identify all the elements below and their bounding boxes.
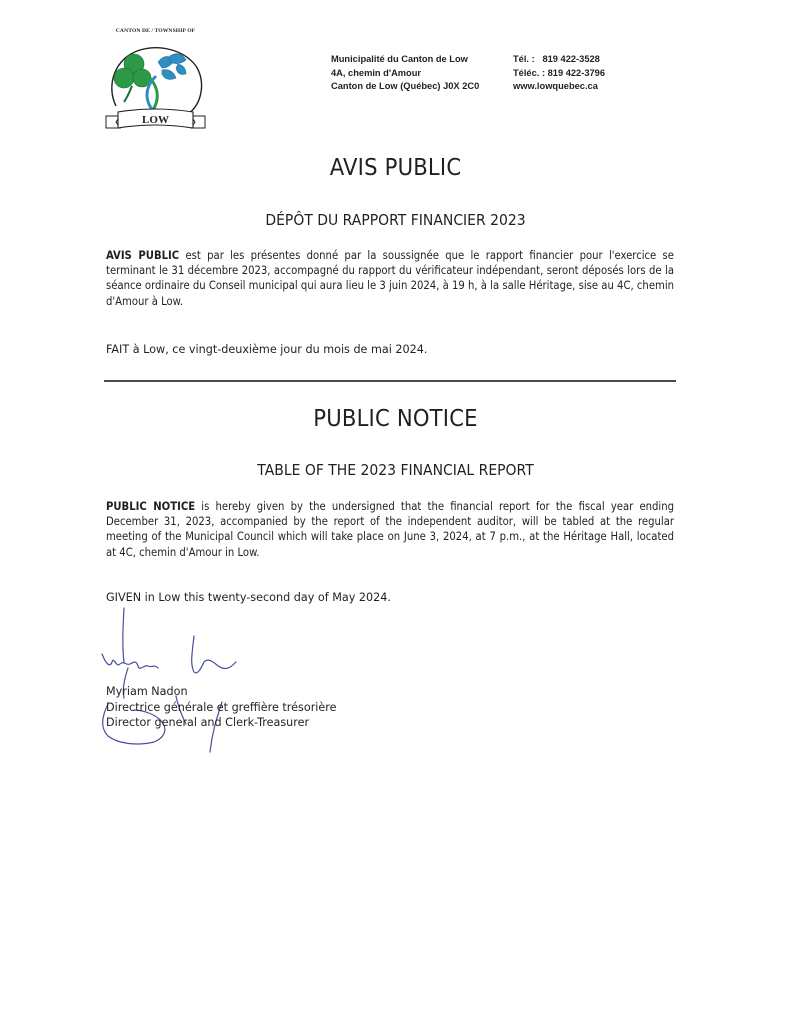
logo-caption: CANTON DE / TOWNSHIP OF — [115, 28, 196, 34]
french-subtitle: DÉPÔT DU RAPPORT FINANCIER 2023 — [265, 211, 526, 229]
logo-name: LOW — [142, 114, 169, 126]
address-line: 4A, chemin d'Amour — [331, 67, 422, 78]
french-title: AVIS PUBLIC — [329, 155, 462, 181]
signatory-title-en: Director general and Clerk-Treasurer — [106, 716, 310, 729]
signatory-name: Myriam Nadon — [106, 685, 188, 698]
signatory-title-fr: Directrice générale et greffière trésorière — [106, 700, 337, 714]
section-divider — [104, 380, 676, 382]
signatory-block — [106, 684, 337, 731]
english-closing: GIVEN in Low this twenty-second day of May 2024. — [106, 591, 391, 604]
address-line: Municipalité du Canton de Low — [331, 54, 468, 64]
website-line: www.lowquebec.ca — [513, 81, 598, 91]
english-lead: PUBLIC NOTICE — [106, 500, 196, 513]
english-body-text: is hereby given by the undersigned that the financial report for the fiscal year ending December 31, 2023, accompanied by the report of the independent auditor, will be tabled at the regular meeting of the Municipal Council which will take place on June 3, 2024, at 7 p.m., at the Héritage Hall, located at 4C, chemin d'Amour in Low. — [106, 500, 674, 559]
phone-line: Tél. : 819 422-3528 — [513, 54, 600, 64]
french-body-text: est par les présentes donné par la soussignée que le rapport financier pour l'exercice se terminant le 31 décembre 2023, accompagné du rapport du vérificateur indépendant, seront déposés lors de la séance ordinaire du Conseil municipal qui aura lieu le 3 juin 2024, à 19 h, à la salle Héritage, sise au 4C, chemin d'Amour à Low. — [106, 249, 674, 308]
municipality-address — [331, 53, 479, 94]
municipality-contact — [513, 53, 605, 94]
french-body — [106, 248, 674, 309]
township-logo — [98, 28, 213, 136]
handwritten-signature-icon — [98, 606, 258, 756]
english-body — [106, 499, 674, 560]
fax-line: Téléc. : 819 422-3796 — [513, 67, 606, 78]
english-title: PUBLIC NOTICE — [313, 406, 478, 432]
french-lead: AVIS PUBLIC — [106, 249, 180, 262]
english-subtitle: TABLE OF THE 2023 FINANCIAL REPORT — [257, 461, 534, 479]
french-closing: FAIT à Low, ce vingt-deuxième jour du mois de mai 2024. — [106, 343, 428, 356]
address-line: Canton de Low (Québec) J0X 2C0 — [331, 81, 480, 91]
